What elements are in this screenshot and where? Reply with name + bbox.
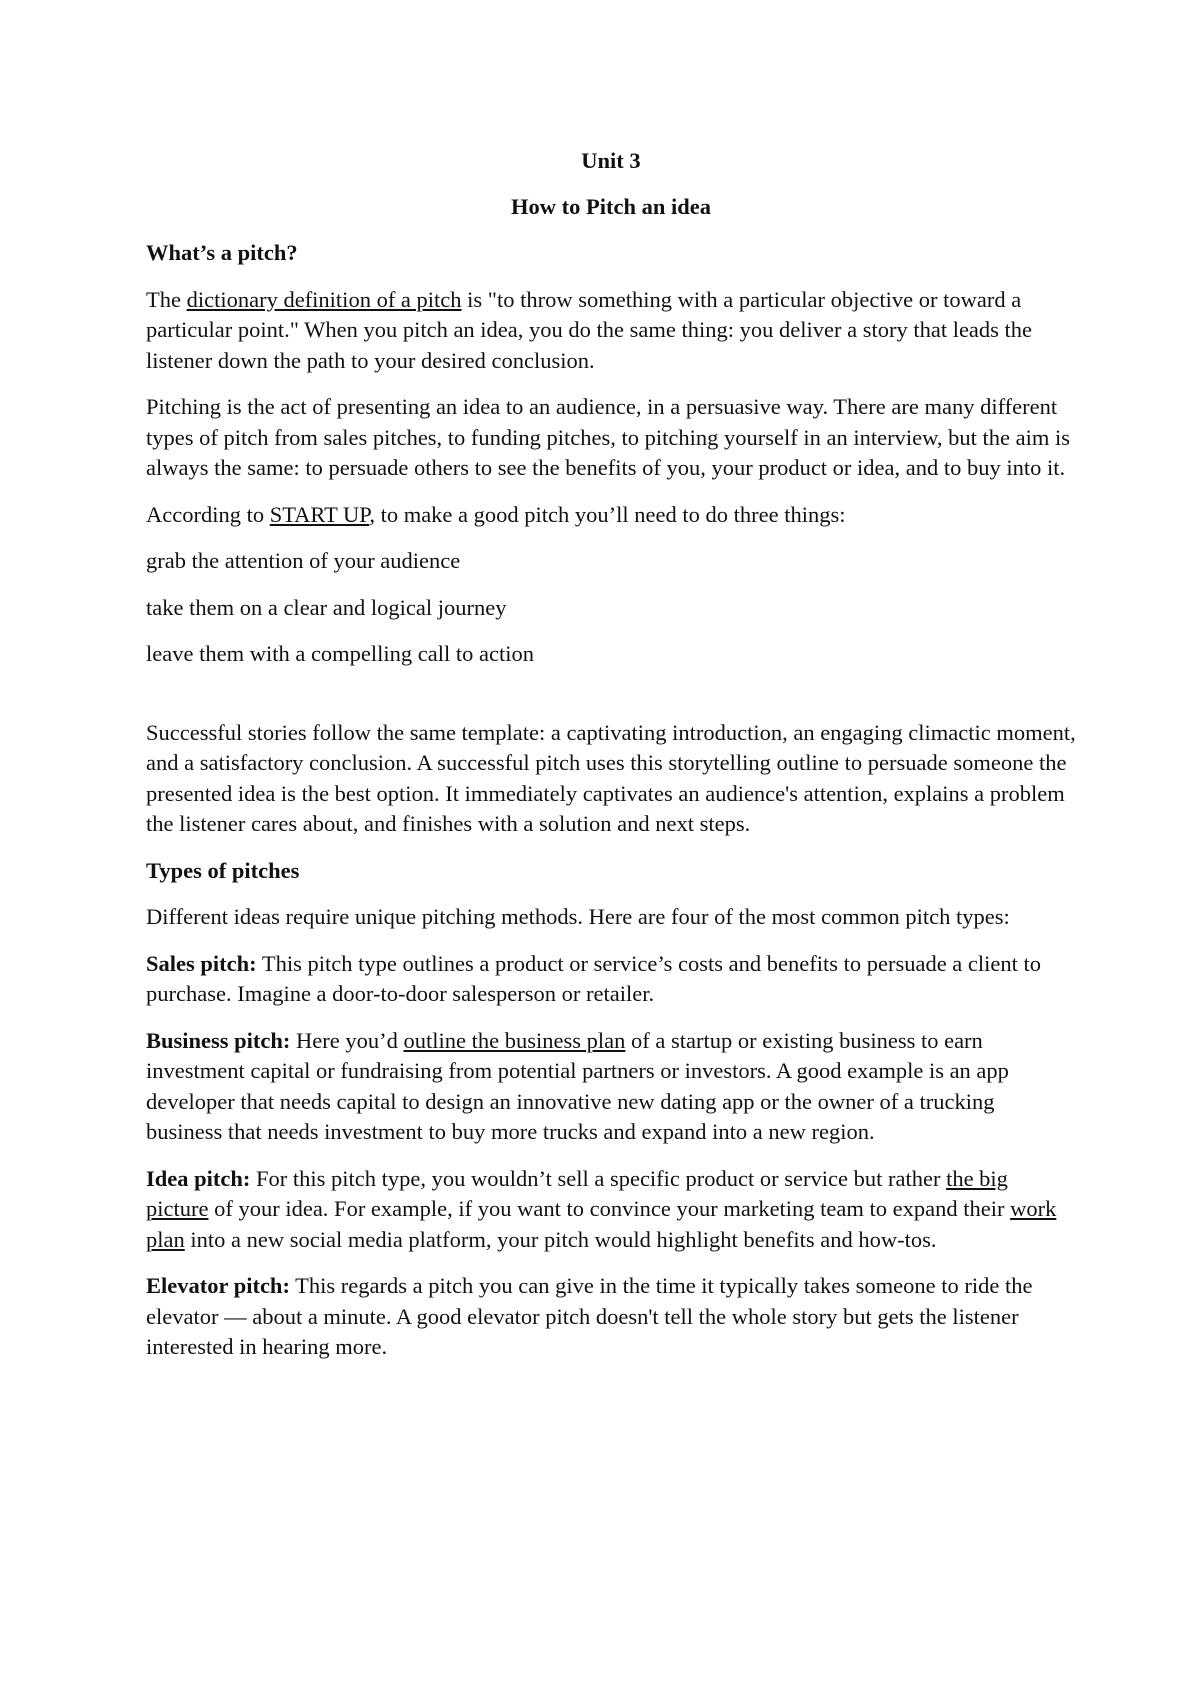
text-run: This pitch type outlines a product or service’s costs and benefits to persuade a client to purchase. Imagine a door-to-door salesperson or retailer. [146,950,1042,1006]
section-heading-types: Types of pitches [146,857,300,883]
unit-title: Unit 3 [581,148,641,173]
elevator-pitch-label: Elevator pitch: [146,1273,290,1298]
paragraph-definition [146,285,1076,377]
sales-pitch-label: Sales pitch: [146,950,257,976]
page-title: How to Pitch an idea [511,193,711,219]
list-item-call-to-action: leave them with a compelling call to action [146,641,534,666]
text-run: of a startup or existing business to earn investment capital or fundraising from potential partners or investors. A good example is an app developer that needs capital to design an innovative new dating app or the owner of a trucking business that needs investment to buy more trucks and expand into a new region. [146,1027,1009,1144]
list-item-grab-attention: grab the attention of your audience [146,548,461,573]
paragraph-sales-pitch [146,949,1076,1010]
paragraph-idea-pitch [146,1164,1076,1256]
text-run: For this pitch type, you wouldn’t sell a specific product or service but rather [250,1165,947,1191]
document-page [146,140,1076,1363]
text-run: of your idea. For example, if you want to convince your marketing team to expand their [208,1196,1011,1221]
business-pitch-label: Business pitch: [146,1027,291,1053]
text-run: According to [146,501,270,527]
text-run: into a new social media platform, your pitch would highlight benefits and how-tos. [184,1226,937,1252]
dictionary-definition-link[interactable]: dictionary definition of a pitch [186,286,462,312]
paragraph-business-pitch [146,1026,1076,1148]
text-run: This regards a pitch you can give in the time it typically takes someone to ride the elevator — about a minute. A good elevator pitch doesn't tell the whole story but gets the listener interested in hearing more. [146,1273,1033,1359]
text-run: is "to throw something with a particular objective or toward a particular point." When you pitch an idea, you do the same thing: you deliver a story that leads the listener down the path to your desired conclusion. [146,286,1033,373]
text-run: Here you’d [290,1027,404,1053]
text-run: , to make a good pitch you’ll need to do three things: [369,501,846,527]
work-plan-link[interactable]: work plan [146,1196,1057,1252]
paragraph-according [146,500,1076,531]
big-picture-link[interactable]: the big picture [146,1165,1008,1221]
paragraph-successful-stories: Successful stories follow the same template: a captivating introduction, an engaging climactic moment, and a satisfactory conclusion. A successful pitch uses this storytelling outline to persuade someone the presented idea is the best option. It immediately captivates an audience's attention, explains a problem the listener cares about, and finishes with a solution and next steps. [146,719,1076,836]
paragraph-elevator-pitch [146,1271,1076,1363]
text-run: The [146,286,187,312]
paragraph-types-intro: Different ideas require unique pitching methods. Here are four of the most common pitch types: [146,904,1010,929]
start-up-link[interactable]: START UP [269,501,370,527]
paragraph-pitching: Pitching is the act of presenting an idea to an audience, in a persuasive way. There are many different types of pitch from sales pitches, to funding pitches, to pitching yourself in an interview, but the aim is always the same: to persuade others to see the benefits of you, your product or idea, and to buy into it. [146,394,1070,480]
idea-pitch-label: Idea pitch: [146,1165,251,1191]
section-heading-whats-a-pitch: What’s a pitch? [146,240,298,265]
business-plan-link[interactable]: outline the business plan [403,1027,626,1053]
list-item-clear-journey: take them on a clear and logical journey [146,594,507,620]
